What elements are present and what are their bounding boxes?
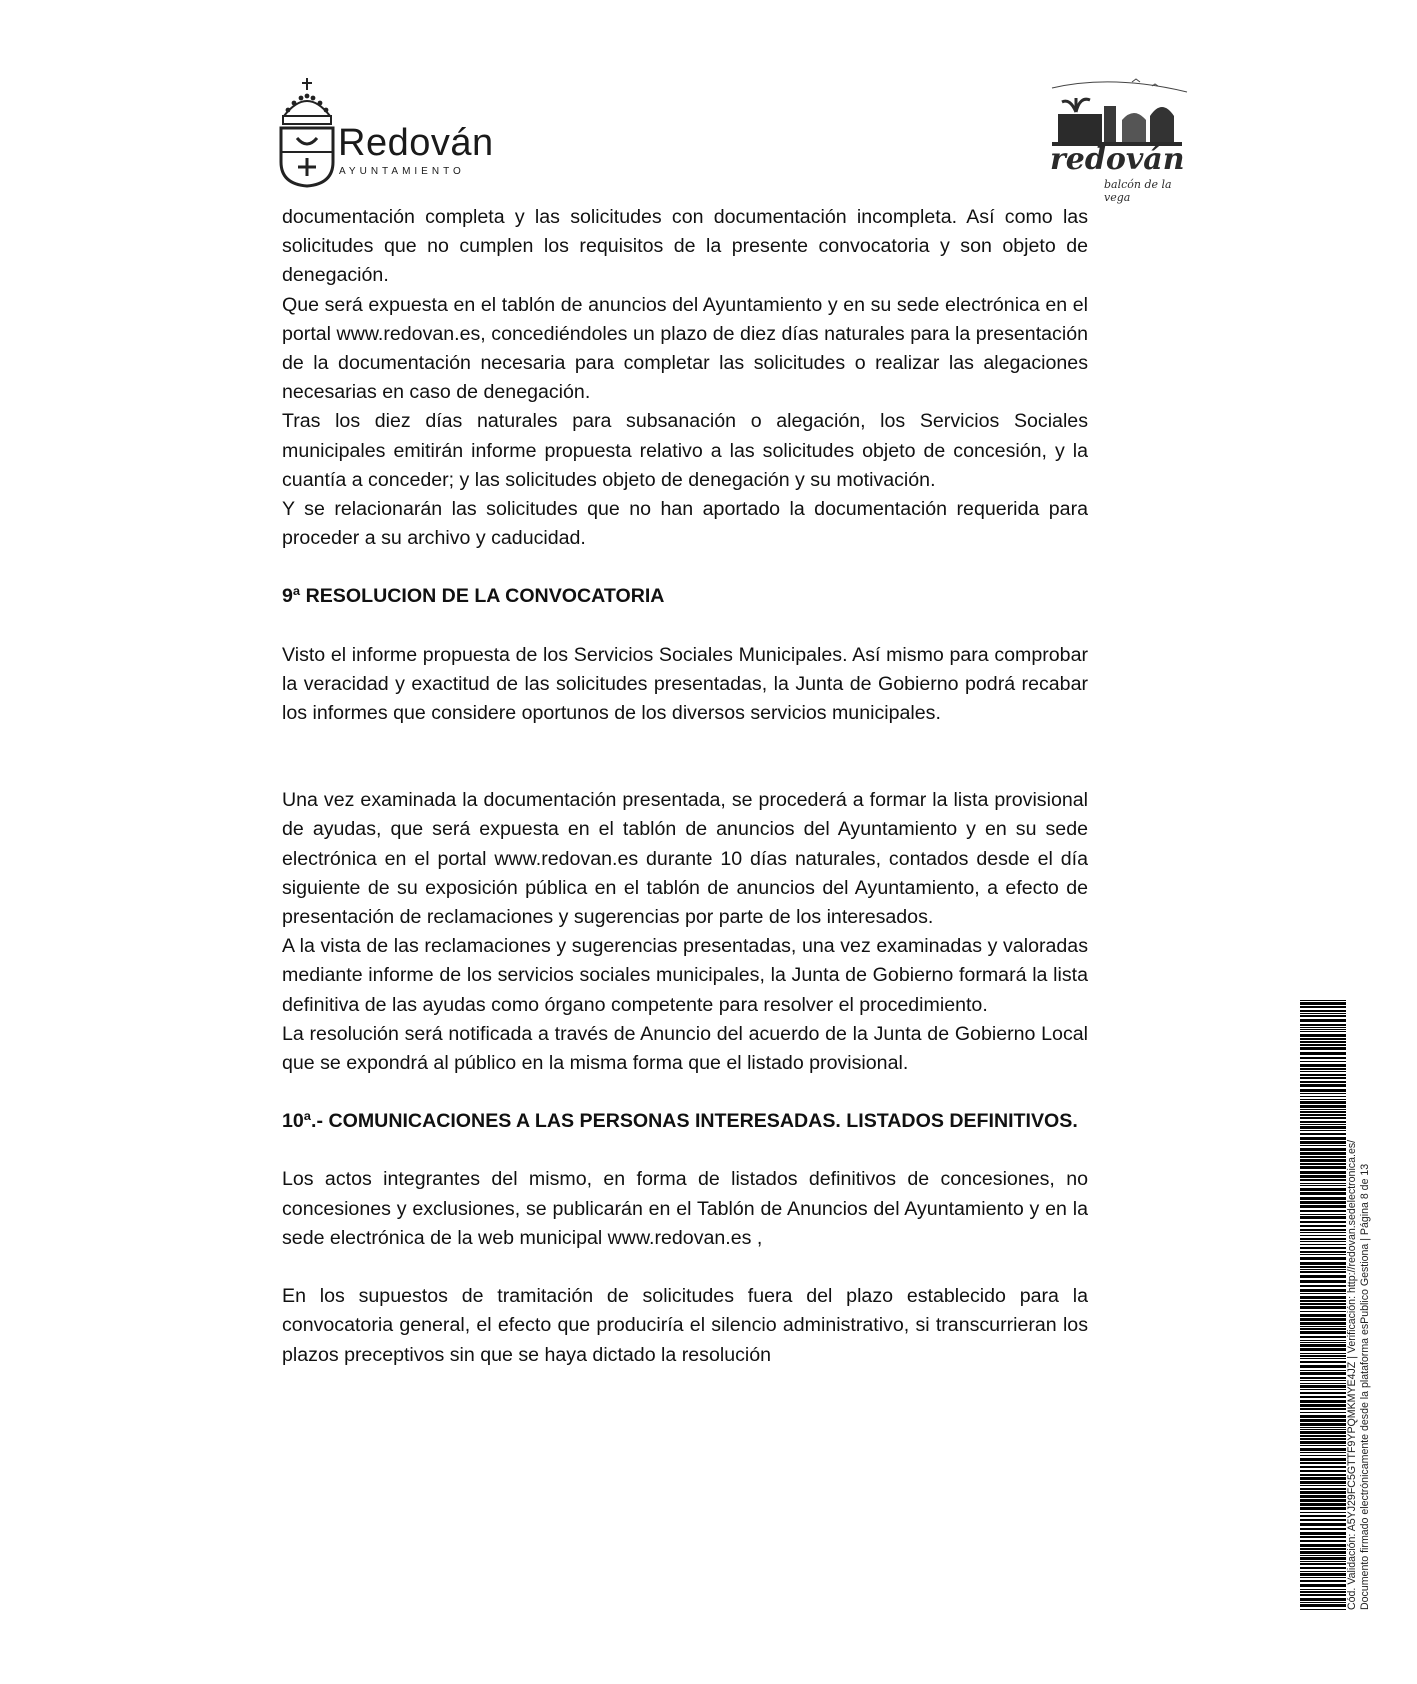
barcode-bar: [1300, 1328, 1346, 1330]
tourism-logo-name: redován: [1050, 142, 1185, 177]
barcode-bar: [1300, 1010, 1346, 1012]
barcode-bar: [1300, 1423, 1346, 1426]
barcode-bar: [1300, 1353, 1346, 1354]
paragraph: Tras los diez días naturales para subsanación o alegación, los Servicios Sociales municipales emitirán informe propuesta relativo a las solicitudes objeto de concesión, y la cuantía a conceder; y las solicitudes objeto de denegación y su motivación.: [282, 410, 1088, 491]
section-heading-9: 9ª RESOLUCION DE LA CONVOCATORIA: [282, 585, 665, 608]
barcode-bar: [1300, 1293, 1346, 1294]
paragraph: La resolución será notificada a través de Anuncio del acuerdo de la Junta de Gobierno Local que se expondrá al público en la misma forma que el listado provisional.: [282, 1022, 1088, 1075]
barcode-bar: [1300, 1117, 1346, 1119]
barcode-bar: [1300, 1380, 1346, 1381]
barcode-bar: [1300, 1137, 1346, 1140]
barcode-bar: [1300, 1101, 1346, 1104]
barcode-bar: [1300, 1031, 1346, 1032]
barcode-bar: [1300, 1458, 1346, 1461]
barcode-bar: [1300, 1171, 1346, 1174]
barcode-bar: [1300, 1591, 1346, 1593]
barcode-bar: [1300, 1326, 1346, 1327]
barcode-bar: [1300, 1038, 1346, 1040]
barcode-bar: [1300, 1266, 1346, 1268]
barcode-bar: [1300, 1269, 1346, 1270]
barcode-bar: [1300, 1389, 1346, 1390]
barcode-bar: [1300, 1466, 1346, 1468]
barcode-bar: [1300, 1551, 1346, 1554]
barcode-bar: [1300, 1370, 1346, 1371]
barcode-bar: [1300, 1156, 1346, 1158]
barcode-bar: [1300, 1311, 1346, 1312]
barcode-bar: [1300, 1044, 1346, 1046]
barcode-bar: [1300, 1491, 1346, 1494]
coat-of-arms-icon: [278, 76, 336, 188]
barcode-bar: [1300, 1225, 1346, 1227]
barcode-bar: [1300, 1322, 1346, 1325]
barcode-bar: [1300, 1006, 1346, 1008]
barcode-bar: [1300, 1081, 1346, 1083]
barcode-bar: [1300, 1392, 1346, 1394]
barcode-bar: [1300, 1064, 1346, 1067]
barcode-bar: [1300, 1109, 1346, 1110]
barcode-bar: [1300, 1361, 1346, 1363]
barcode-bar: [1300, 1348, 1346, 1351]
barcode-bar: [1300, 1074, 1346, 1076]
barcode-bar: [1300, 1089, 1346, 1092]
barcode-bar: [1300, 1303, 1346, 1305]
barcode-bar: [1300, 1523, 1346, 1526]
barcode-bar: [1300, 1145, 1346, 1146]
barcode-bar: [1300, 1544, 1346, 1547]
paragraph: Y se relacionarán las solicitudes que no han aportado la documentación requerida para proceder a su archivo y caducidad.: [282, 498, 1088, 550]
barcode-bar: [1300, 1383, 1346, 1384]
barcode-bar: [1300, 1015, 1346, 1017]
paragraph: Una vez examinada la documentación presentada, se procederá a formar la lista provisional de ayudas, que será expuesta en el tablón de anuncios del Ayuntamiento y en su sede electrónica en el portal www.redovan.es durante 10 días naturales, contados desde el día siguiente de su exposición pública en el tablón de anuncios del Ayuntamiento, a efecto de presentación de reclamaciones y sugerencias por parte de los interesados.: [282, 789, 1088, 929]
barcode-bar: [1300, 1235, 1346, 1236]
barcode-bar: [1300, 1438, 1346, 1440]
barcode-bar: [1300, 1130, 1346, 1131]
barcode-bar: [1300, 1121, 1346, 1123]
platform-page-line: Documento firmado electrónicamente desde la plataforma esPublico Gestiona | Página 8 de 13: [1359, 1163, 1371, 1610]
tourism-logo: [1042, 76, 1192, 204]
barcode-bar: [1300, 1548, 1346, 1550]
barcode-bar: [1300, 1519, 1346, 1521]
barcode-bar: [1300, 1571, 1346, 1572]
barcode-bar: [1300, 1344, 1346, 1347]
barcode-bar: [1300, 1604, 1346, 1607]
barcode-bar: [1300, 1400, 1346, 1403]
barcode-bar: [1300, 1296, 1346, 1299]
barcode-bar: [1300, 1355, 1346, 1357]
barcode-bar: [1300, 1408, 1346, 1410]
barcode-bar: [1300, 1188, 1346, 1191]
barcode-bar: [1300, 1563, 1346, 1565]
paragraph: En los supuestos de tramitación de solicitudes fuera del plazo establecido para la convocatoria general, el efecto que produciría el silencio administrativo, si transcurrieran los plazos preceptivos sin que se haya dictado la resolución: [282, 1285, 1088, 1366]
barcode-bar: [1300, 1185, 1346, 1186]
barcode-bar: [1300, 1210, 1346, 1212]
barcode-bar: [1300, 1452, 1346, 1453]
barcode-bar: [1300, 1431, 1346, 1434]
paragraph: A la vista de las reclamaciones y sugerencias presentadas, una vez examinadas y valoradas mediante informe de los servicios sociales municipales, la Junta de Gobierno formará la lista definitiva de las ayudas como órgano competente para resolver el procedimiento.: [282, 935, 1088, 1016]
barcode-bar: [1300, 1111, 1346, 1113]
barcode-bar: [1300, 1257, 1346, 1260]
barcode-bar: [1300, 1027, 1346, 1028]
barcode-bar: [1300, 1254, 1346, 1255]
barcode-bar: [1300, 1577, 1346, 1578]
barcode-bar: [1300, 1336, 1346, 1338]
barcode-bar: [1300, 1077, 1346, 1079]
ayuntamiento-logo-name: Redován: [338, 122, 494, 164]
village-skyline-icon: [1042, 76, 1192, 148]
barcode-bar: [1300, 1396, 1346, 1398]
barcode-bar: [1300, 1052, 1346, 1055]
barcode-bar: [1300, 1555, 1346, 1556]
barcode-bar: [1300, 1192, 1346, 1195]
barcode-bar: [1300, 1166, 1346, 1169]
barcode-bar: [1300, 1318, 1346, 1321]
barcode-bar: [1300, 1183, 1346, 1184]
barcode-bar: [1300, 1000, 1346, 1001]
barcode-bar: [1300, 1455, 1346, 1456]
barcode-bar: [1300, 1503, 1346, 1506]
barcode-bar: [1300, 1477, 1346, 1480]
barcode-bar: [1300, 1141, 1346, 1144]
barcode-bar: [1300, 1271, 1346, 1273]
barcode-bar: [1300, 1342, 1346, 1343]
barcode-bar: [1300, 1580, 1346, 1582]
barcode-bar: [1300, 1163, 1346, 1165]
barcode-bar: [1300, 1589, 1346, 1590]
barcode-bar: [1300, 1019, 1346, 1022]
barcode-bar: [1300, 1485, 1346, 1486]
barcode-bar: [1300, 1084, 1346, 1087]
paragraph: Los actos integrantes del mismo, en forma de listados definitivos de concesiones, no concesiones y exclusiones, se publicarán en el Tablón de Anuncios del Ayuntamiento y en la sede electrónica de la web municipal www.redovan.es ,: [282, 1168, 1088, 1249]
barcode-bar: [1300, 1377, 1346, 1379]
barcode-bar: [1300, 1594, 1346, 1596]
barcode-bar: [1300, 1013, 1346, 1014]
barcode-bar: [1300, 1481, 1346, 1484]
barcode-bar: [1300, 1152, 1346, 1155]
barcode-bar: [1300, 1474, 1346, 1476]
barcode-bar: [1300, 1314, 1346, 1317]
barcode-bar: [1300, 1133, 1346, 1135]
ayuntamiento-logo-subtitle: AYUNTAMIENTO: [339, 166, 465, 177]
barcode-bar: [1300, 1232, 1346, 1233]
barcode-bar: [1300, 1179, 1346, 1181]
barcode-bar: [1300, 1114, 1346, 1116]
barcode-bar: [1300, 1148, 1346, 1151]
barcode-bar: [1300, 1340, 1346, 1341]
paragraph: Visto el informe propuesta de los Servicios Sociales Municipales. Así mismo para comprobar la veracidad y exactitud de las solicitudes presentadas, la Junta de Gobierno podrá recabar los informes que considere oportunos de los diversos servicios municipales.: [282, 643, 1088, 725]
barcode-bar: [1300, 1448, 1346, 1451]
barcode-bar: [1300, 1404, 1346, 1407]
barcode-bar: [1300, 1201, 1346, 1204]
barcode-bar: [1300, 1057, 1346, 1059]
barcode-bar: [1300, 1584, 1346, 1587]
barcode-bar: [1300, 1419, 1346, 1422]
barcode-bar: [1300, 1507, 1346, 1510]
barcode-bar: [1300, 1175, 1346, 1178]
barcode-bar: [1300, 1495, 1346, 1498]
barcode-bar: [1300, 1598, 1346, 1601]
tourism-logo-tagline: balcón de la vega: [1104, 178, 1172, 204]
barcode-bar: [1300, 1528, 1346, 1530]
barcode-bar: [1300, 1557, 1346, 1560]
barcode-bar: [1300, 1429, 1346, 1430]
validation-sidebar: [1346, 1000, 1386, 1610]
barcode-bar: [1300, 1306, 1346, 1309]
barcode-bar: [1300, 1412, 1346, 1413]
barcode-bar: [1300, 1126, 1346, 1129]
barcode-bar: [1300, 1229, 1346, 1231]
barcode-bar: [1300, 1105, 1346, 1108]
barcode-bar: [1300, 1214, 1346, 1215]
barcode-bar: [1300, 1262, 1346, 1265]
barcode-bar: [1300, 1099, 1346, 1100]
barcode-bar: [1300, 1415, 1346, 1418]
barcode-bar: [1300, 1540, 1346, 1542]
barcode-bar: [1300, 1536, 1346, 1538]
barcode-bar: [1300, 1238, 1346, 1240]
paragraph: Que será expuesta en el tablón de anuncios del Ayuntamiento y en su sede electrónica en el portal www.redovan.es, concediéndoles un plazo de diez días naturales para la presentación de la documentación necesaria para completar las solicitudes o realizar las alegaciones necesarias en caso de denegación.: [282, 293, 1088, 404]
barcode-bar: [1300, 1159, 1346, 1162]
barcode-bar: [1300, 1061, 1346, 1062]
barcode-bar: [1300, 1197, 1346, 1200]
barcode-bar: [1300, 1488, 1346, 1490]
barcode-bar: [1300, 1462, 1346, 1464]
barcode-bar: [1300, 1602, 1346, 1603]
barcode-bar: [1300, 1470, 1346, 1472]
barcode-bar: [1300, 1068, 1346, 1070]
barcode-bar: [1300, 1251, 1346, 1253]
barcode-bar: [1300, 1124, 1346, 1125]
barcode-bar: [1300, 1244, 1346, 1245]
barcode-bar: [1300, 1093, 1346, 1094]
barcode-bar: [1300, 1515, 1346, 1517]
ayuntamiento-logo: [278, 76, 494, 188]
barcode-bar: [1300, 1002, 1346, 1005]
barcode-bar: [1300, 1205, 1346, 1208]
validation-code-line: Cód. Validación: A5YJ29FC5GTTF9YPQMKMYE4JZ | Verificación: http://redovan.sedelectronica.es/: [1346, 1139, 1358, 1610]
barcode-bar: [1300, 1499, 1346, 1502]
barcode-bar: [1300, 1280, 1346, 1283]
barcode-bar: [1300, 1275, 1346, 1278]
barcode-bar: [1300, 1096, 1346, 1097]
barcode-bar: [1300, 1029, 1346, 1030]
barcode-bar: [1300, 1365, 1346, 1368]
barcode-bar: [1300, 1047, 1346, 1050]
barcode-bar: [1300, 1071, 1346, 1072]
barcode-bar: [1300, 1372, 1346, 1375]
barcode-bar: [1300, 1385, 1346, 1388]
barcode-bar: [1300, 1041, 1346, 1043]
barcode-bar: [1300, 1445, 1346, 1446]
barcode-bar: [1300, 1331, 1346, 1334]
validation-barcode: [1300, 1000, 1346, 1610]
barcode-bar: [1300, 1561, 1346, 1562]
barcode-bar: [1300, 1241, 1346, 1242]
barcode-bar: [1300, 1247, 1346, 1249]
barcode-bar: [1300, 1427, 1346, 1428]
section-heading-10: 10ª.- COMUNICACIONES A LAS PERSONAS INTERESADAS. LISTADOS DEFINITIVOS.: [282, 1110, 1078, 1133]
barcode-bar: [1300, 1609, 1346, 1610]
barcode-bar: [1300, 1221, 1346, 1223]
barcode-bar: [1300, 1285, 1346, 1287]
barcode-bar: [1300, 1573, 1346, 1576]
barcode-bar: [1300, 1024, 1346, 1026]
barcode-bar: [1300, 1435, 1346, 1437]
barcode-bar: [1300, 1567, 1346, 1569]
barcode-bar: [1300, 1289, 1346, 1292]
barcode-bar: [1300, 1512, 1346, 1513]
paragraph: documentación completa y las solicitudes con documentación incompleta. Así como las solicitudes que no cumplen los requisitos de la presente convocatoria y son objeto de denegación.: [282, 206, 1088, 287]
barcode-bar: [1300, 1216, 1346, 1219]
barcode-bar: [1300, 1532, 1346, 1535]
barcode-bar: [1300, 1358, 1346, 1359]
barcode-bar: [1300, 1034, 1346, 1037]
barcode-bar: [1300, 1300, 1346, 1302]
document-body: [282, 203, 1088, 1370]
barcode-bar: [1300, 1441, 1346, 1444]
